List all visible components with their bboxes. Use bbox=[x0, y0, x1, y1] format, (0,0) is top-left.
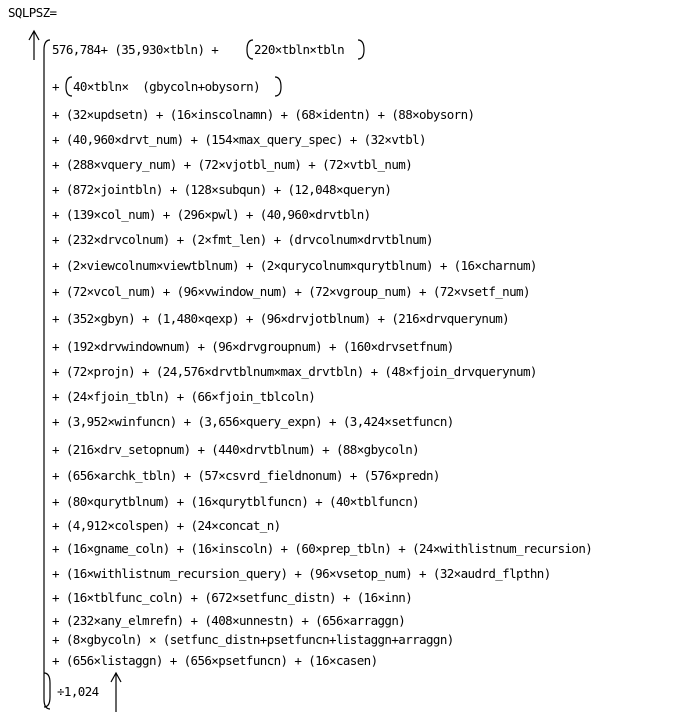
formula-row: + (656×archk_tbln) + (57×csvrd_fieldnonum) + (576×predn) bbox=[52, 468, 440, 483]
formula-row: + (2×viewcolnum×viewtblnum) + (2×qurycolnum×qurytblnum) + (16×charnum) bbox=[52, 258, 537, 273]
inner-bracket-2-right bbox=[275, 77, 281, 96]
formula-row: + (192×drvwindownum) + (96×drvgroupnum) + (160×drvsetfnum) bbox=[52, 339, 454, 354]
formula-row: + (80×qurytblnum) + (16×qurytblfuncn) + (40×tblfuncn) bbox=[52, 494, 420, 509]
formula-row: + (16×withlistnum_recursion_query) + (96×vsetop_num) + (32×audrd_flpthn) bbox=[52, 566, 551, 581]
formula-row: + (352×gbyn) + (1,480×qexp) + (96×drvjotblnum) + (216×drvquerynum) bbox=[52, 311, 510, 326]
formula-row: + (72×vcol_num) + (96×vwindow_num) + (72×vgroup_num) + (72×vsetf_num) bbox=[52, 284, 530, 299]
outer-left-bracket bbox=[44, 40, 50, 709]
formula-first-line: 576,784+ (35,930×tbln) + bbox=[52, 42, 219, 57]
formula-row: + (40,960×drvt_num) + (154×max_query_spec) + (32×vtbl) bbox=[52, 132, 426, 147]
inner-bracket-1-left bbox=[247, 40, 253, 59]
formula-row: + (139×col_num) + (296×pwl) + (40,960×drvtbln) bbox=[52, 207, 371, 222]
formula-row: + (16×gname_coln) + (16×inscoln) + (60×prep_tbln) + (24×withlistnum_recursion) bbox=[52, 541, 593, 556]
outer-right-bracket bbox=[44, 673, 50, 707]
formula-row: + (32×updsetn) + (16×inscolnamn) + (68×identn) + (88×obysorn) bbox=[52, 107, 475, 122]
formula-lhs: SQLPSZ= bbox=[8, 5, 57, 20]
formula-row: + (4,912×colspen) + (24×concat_n) bbox=[52, 518, 281, 533]
formula-row: + (656×listaggn) + (656×psetfuncn) + (16×casen) bbox=[52, 653, 378, 668]
formula-suffix: ÷1,024 bbox=[57, 684, 99, 699]
formula-row: + (16×tblfunc_coln) + (672×setfunc_distn) + (16×inn) bbox=[52, 590, 413, 605]
ceiling-up-arrow-top bbox=[29, 31, 39, 60]
formula-row: + (8×gbycoln) × (setfunc_distn+psetfuncn+listaggn+arraggn) bbox=[52, 632, 454, 647]
formula-row: + (3,952×winfuncn) + (3,656×query_expn) + (3,424×setfuncn) bbox=[52, 414, 454, 429]
formula-inner-term-2: 40×tbln× (gbycoln+obysorn) bbox=[73, 79, 260, 94]
formula-row: + (24×fjoin_tbln) + (66×fjoin_tblcoln) bbox=[52, 389, 316, 404]
formula-row: + (72×projn) + (24,576×drvtblnum×max_drvtbln) + (48×fjoin_drvquerynum) bbox=[52, 364, 537, 379]
formula-row: + (232×any_elmrefn) + (408×unnestn) + (656×arraggn) bbox=[52, 613, 406, 628]
formula-inner-term-1: 220×tbln×tbln bbox=[254, 42, 345, 57]
formula-row: + (232×drvcolnum) + (2×fmt_len) + (drvcolnum×drvtblnum) bbox=[52, 232, 433, 247]
inner-bracket-2-left bbox=[66, 77, 72, 96]
inner-bracket-1-right bbox=[358, 40, 364, 59]
formula-second-line-plus: + bbox=[52, 79, 59, 94]
formula-row: + (216×drv_setopnum) + (440×drvtblnum) + (88×gbycoln) bbox=[52, 442, 420, 457]
formula-row: + (872×jointbln) + (128×subqun) + (12,048×queryn) bbox=[52, 182, 392, 197]
ceiling-up-arrow-bottom bbox=[111, 673, 121, 712]
formula-row: + (288×vquery_num) + (72×vjotbl_num) + (72×vtbl_num) bbox=[52, 157, 413, 172]
